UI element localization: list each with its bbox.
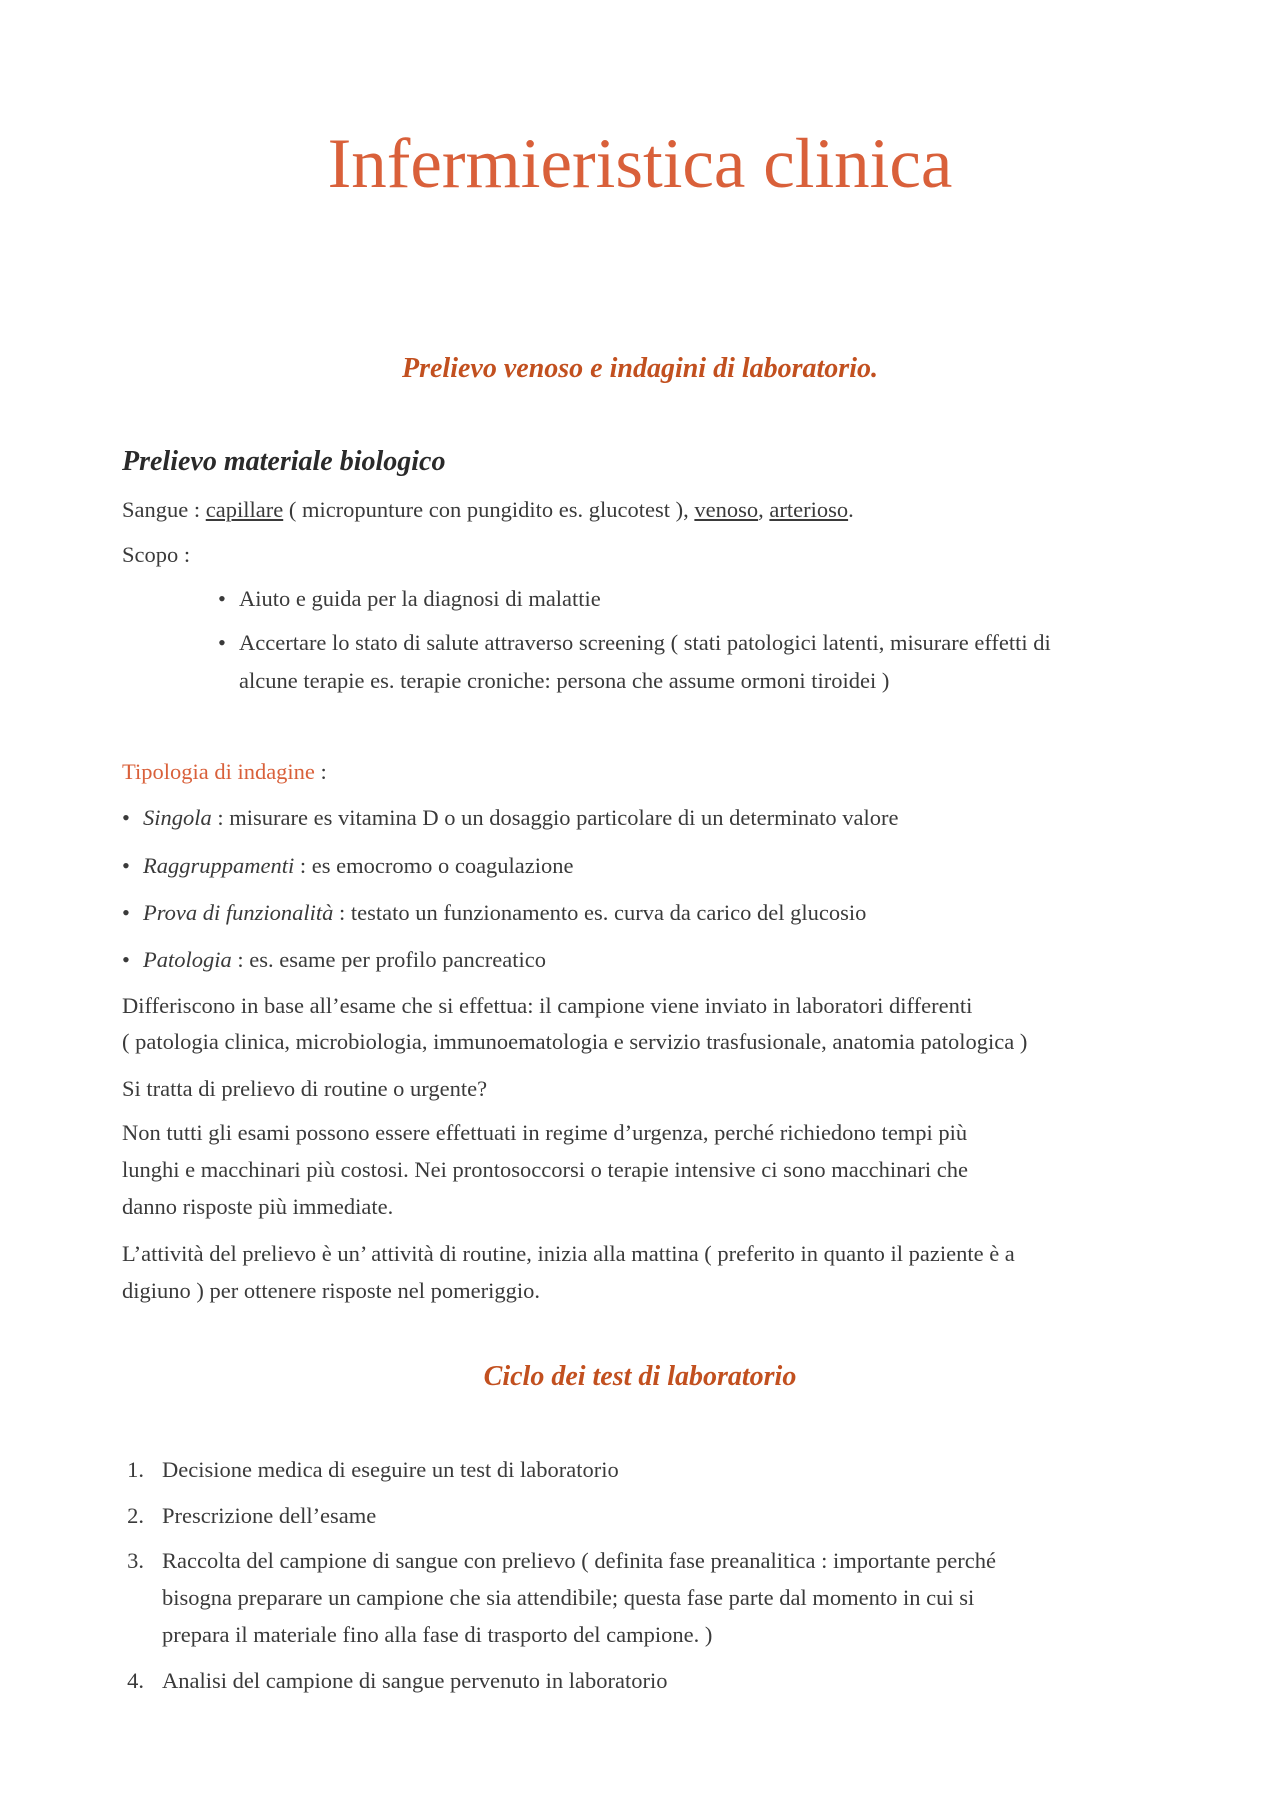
tipologia-item-patologia <box>143 945 546 975</box>
step-number: 1. <box>127 1457 144 1482</box>
tipologia-term: Prova di funzionalità <box>143 900 334 925</box>
tipologia-desc: : es. esame per profilo pancreatico <box>231 947 546 972</box>
step-3-line-2: bisogna preparare un campione che sia attendibile; questa fase parte dal momento in cui si <box>162 1585 975 1610</box>
tipologia-colon: : <box>314 759 327 784</box>
paragraph-3-line-3: danno risposte più immediate. <box>122 1194 394 1219</box>
tipologia-heading <box>122 757 327 787</box>
step-number: 4. <box>127 1668 144 1693</box>
sangue-line <box>122 495 854 525</box>
subheading-materiale-biologico: Prelievo materiale biologico <box>122 446 446 477</box>
document-title: Infermieristica clinica <box>327 125 953 203</box>
tipologia-desc: : es emocromo o coagulazione <box>294 853 574 878</box>
step-3-line-1: Raccolta del campione di sangue con prelievo ( definita fase preanalitica : importante perché <box>162 1548 997 1573</box>
paragraph-4-line-1: L’attività del prelievo è un’ attività di routine, inizia alla mattina ( preferito in quanto il paziente è a <box>122 1241 1015 1266</box>
paragraph-3-line-1: Non tutti gli esami possono essere effettuati in regime d’urgenza, perché richiedono tempi più <box>122 1120 968 1145</box>
section-heading-ciclo: Ciclo dei test di laboratorio <box>483 1361 797 1392</box>
step-number: 2. <box>127 1503 144 1528</box>
step-1: Decisione medica di eseguire un test di laboratorio <box>162 1457 619 1482</box>
sangue-comma: , <box>758 497 770 522</box>
scopo-item-2-line-1: Accertare lo stato di salute attraverso screening ( stati patologici latenti, misurare effetti di <box>239 630 1051 655</box>
bullet-icon: • <box>122 900 130 925</box>
paragraph-1-line-2: ( patologia clinica, microbiologia, immunoematologia e servizio trasfusionale, anatomia patologica ) <box>122 1029 1028 1054</box>
paragraph-2-line-1: Si tratta di prelievo di routine o urgente? <box>122 1076 488 1101</box>
step-4: Analisi del campione di sangue pervenuto in laboratorio <box>162 1668 668 1693</box>
tipologia-item-singola <box>143 803 898 833</box>
capillare-note: ( micropunture con pungidito es. glucotest ), <box>283 497 695 522</box>
tipologia-desc: : testato un funzionamento es. curva da carico del glucosio <box>333 900 867 925</box>
sangue-label: Sangue : <box>122 497 206 522</box>
tipologia-term: Raggruppamenti <box>143 853 295 878</box>
step-2: Prescrizione dell’esame <box>162 1503 377 1528</box>
bullet-icon: • <box>122 805 130 830</box>
capillare-term: capillare <box>205 497 284 522</box>
venoso-term: venoso <box>694 497 759 522</box>
paragraph-3-line-2: lunghi e macchinari più costosi. Nei prontosoccorsi o terapie intensive ci sono macchinari che <box>122 1157 968 1182</box>
scopo-item-1: Aiuto e guida per la diagnosi di malattie <box>239 586 601 611</box>
tipologia-label: Tipologia di indagine <box>122 759 315 784</box>
arterioso-term: arterioso <box>769 497 849 522</box>
tipologia-term: Patologia <box>143 947 232 972</box>
tipologia-term: Singola <box>143 805 212 830</box>
sangue-period: . <box>848 497 854 522</box>
section-heading-prelievo: Prelievo venoso e indagini di laboratorio. <box>402 353 878 384</box>
bullet-icon: • <box>122 947 130 972</box>
tipologia-desc: : misurare es vitamina D o un dosaggio particolare di un determinato valore <box>211 805 899 830</box>
tipologia-item-raggruppamenti <box>143 851 574 881</box>
bullet-icon: • <box>218 586 226 611</box>
scopo-item-2-line-2: alcune terapie es. terapie croniche: persona che assume ormoni tiroidei ) <box>239 668 890 693</box>
tipologia-item-funzionalita <box>143 898 866 928</box>
step-3-line-3: prepara il materiale fino alla fase di trasporto del campione. ) <box>162 1622 713 1647</box>
bullet-icon: • <box>218 630 226 655</box>
scopo-label: Scopo : <box>122 542 191 567</box>
bullet-icon: • <box>122 853 130 878</box>
paragraph-4-line-2: digiuno ) per ottenere risposte nel pomeriggio. <box>122 1278 541 1303</box>
paragraph-1-line-1: Differiscono in base all’esame che si effettua: il campione viene inviato in laboratori differenti <box>122 993 973 1018</box>
step-number: 3. <box>127 1548 144 1573</box>
